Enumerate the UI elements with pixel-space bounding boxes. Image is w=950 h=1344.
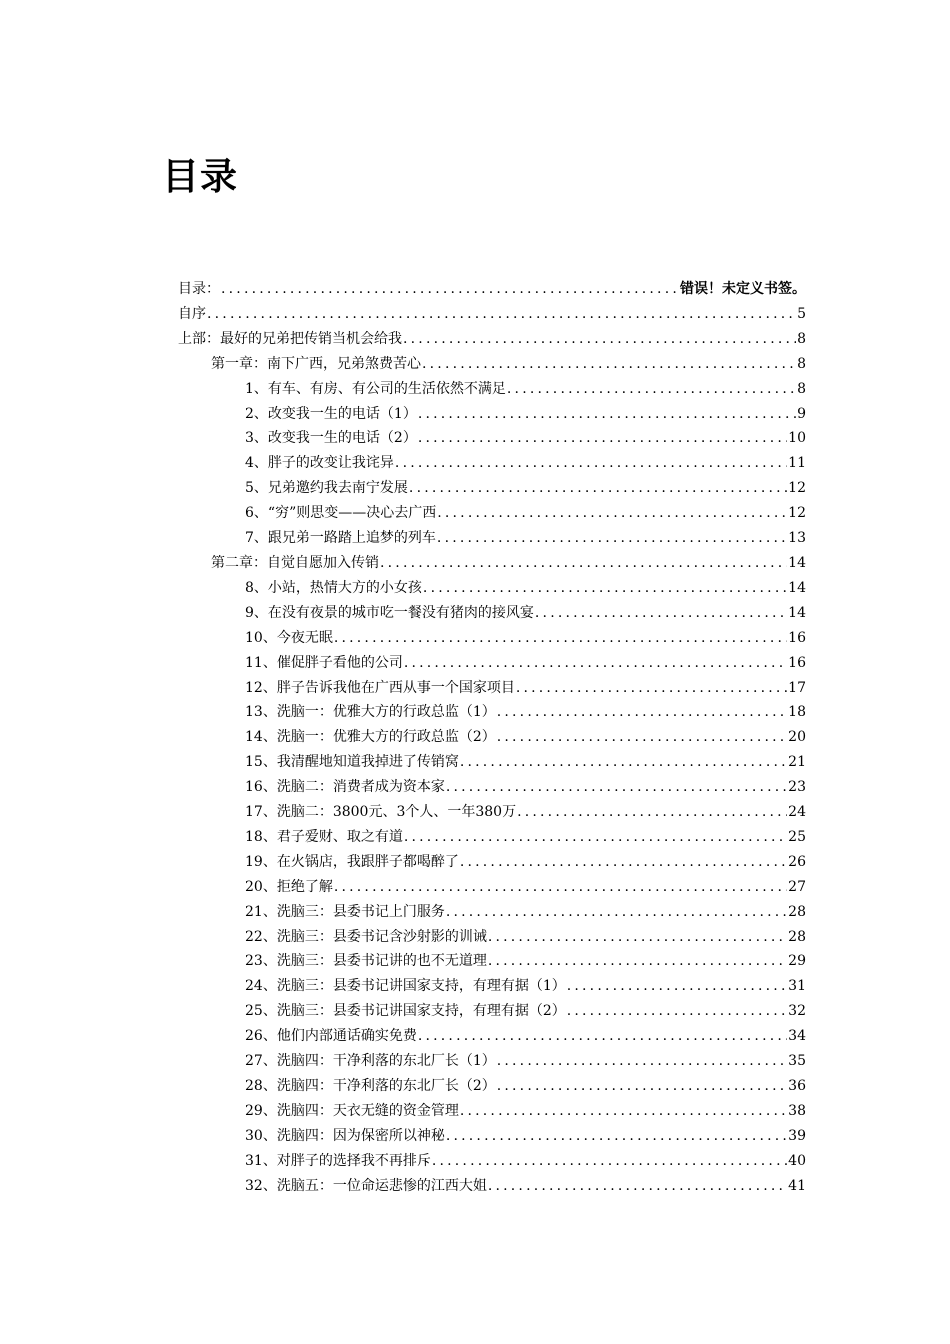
- toc-entry-title: 目录：: [178, 281, 220, 297]
- toc-entry-title: 11、催促胖子看他的公司: [245, 654, 403, 671]
- toc-entry-title: 23、洗脑三：县委书记讲的也不无道理: [245, 953, 487, 970]
- toc-entry[interactable]: [178, 1149, 806, 1174]
- dot-leader: [418, 402, 796, 427]
- dot-leader: [517, 800, 787, 825]
- toc-entry-page-number: 14: [788, 579, 806, 596]
- toc-entry[interactable]: [178, 1174, 806, 1199]
- toc-entry-page-number: 21: [788, 754, 806, 771]
- dot-leader: [516, 676, 787, 701]
- toc-entry-page-number: 25: [788, 828, 806, 845]
- toc-entry-title: 22、洗脑三：县委书记含沙射影的训诫: [245, 928, 487, 945]
- toc-entry[interactable]: [178, 1024, 806, 1049]
- toc-entry-title: 第一章：南下广西，兄弟煞费苦心: [211, 355, 421, 372]
- dot-leader: [409, 476, 787, 501]
- toc-entry-page-number: 13: [788, 530, 806, 547]
- dot-leader: [418, 426, 787, 451]
- toc-entry-title: 27、洗脑四：干净利落的东北厂长（1）: [245, 1053, 496, 1070]
- dot-leader: [488, 1174, 787, 1199]
- toc-entry[interactable]: [178, 1124, 806, 1149]
- toc-entry-title: 16、洗脑二：消费者成为资本家: [245, 779, 445, 796]
- toc-entry[interactable]: [178, 725, 806, 750]
- toc-entry-title: 28、洗脑四：干净利落的东北厂长（2）: [245, 1078, 496, 1094]
- toc-entry-title: 上部：最好的兄弟把传销当机会给我: [178, 330, 402, 347]
- toc-entry-title: 21、洗脑三：县委书记上门服务: [245, 903, 445, 920]
- dot-leader: [460, 850, 787, 875]
- toc-entry[interactable]: [178, 875, 806, 900]
- dot-leader: [395, 451, 787, 476]
- toc-entry-page-number: 38: [788, 1102, 806, 1119]
- dot-leader: [497, 700, 787, 725]
- dot-leader: [437, 501, 787, 526]
- dot-leader: [567, 974, 787, 999]
- toc-entry-page-number: 29: [788, 953, 806, 970]
- toc-entry-page-number: 28: [788, 903, 806, 920]
- toc-entry-title: 19、在火锅店，我跟胖子都喝醉了: [245, 853, 459, 870]
- toc-entry-title: 32、洗脑五：一位命运悲惨的江西大姐: [245, 1177, 487, 1194]
- toc-entry-title: 自序: [178, 305, 206, 322]
- toc-entry-page-number: 31: [788, 978, 806, 995]
- toc-entry-error-text: 错误！未定义书签。: [680, 281, 806, 297]
- toc-entry-title: 3、改变我一生的电话（2）: [245, 430, 417, 447]
- toc-entry-title: 24、洗脑三：县委书记讲国家支持，有理有据（1）: [245, 978, 566, 995]
- toc-entry[interactable]: [178, 626, 806, 651]
- toc-entry-title: 10、今夜无眠: [245, 629, 333, 646]
- dot-leader: [460, 750, 787, 775]
- toc-entry[interactable]: [178, 750, 806, 775]
- dot-leader: [334, 626, 787, 651]
- page-title: 目录: [162, 155, 238, 198]
- dot-leader: [567, 999, 787, 1024]
- toc-entry-page-number: 12: [788, 505, 806, 522]
- toc-entry-title: 18、君子爱财、取之有道: [245, 828, 403, 845]
- toc-entry-page-number: 11: [788, 455, 806, 472]
- dot-leader: [535, 601, 787, 626]
- toc-entry-title: 1、有车、有房、有公司的生活依然不满足: [245, 380, 506, 397]
- toc-entry[interactable]: [178, 451, 806, 476]
- dot-leader: [488, 949, 787, 974]
- toc-entry[interactable]: [178, 825, 806, 850]
- dot-leader: [334, 875, 787, 900]
- toc-entry-page-number: 17: [788, 679, 806, 696]
- toc-entry[interactable]: [178, 426, 806, 451]
- toc-entry-title: 8、小站，热情大方的小女孩: [245, 579, 422, 596]
- toc-entry-title: 9、在没有夜景的城市吃一餐没有猪肉的接风宴: [245, 604, 534, 621]
- toc-entry-page-number: 16: [788, 654, 806, 671]
- toc-entry[interactable]: [178, 1074, 806, 1099]
- toc-entry-page-number: 23: [788, 779, 806, 796]
- toc-entry-title: 第二章：自觉自愿加入传销: [211, 554, 379, 571]
- toc-entry-page-number: 34: [788, 1028, 806, 1045]
- toc-entry[interactable]: [178, 377, 806, 402]
- toc-entry-page-number: 39: [788, 1127, 806, 1144]
- toc-entry-page-number: 26: [788, 853, 806, 870]
- toc-entry[interactable]: [178, 676, 806, 701]
- toc-entry-page-number: 40: [788, 1152, 806, 1169]
- toc-entry-title: 29、洗脑四：天衣无缝的资金管理: [245, 1102, 459, 1119]
- toc-entry-page-number: 8: [797, 380, 806, 397]
- table-of-contents: [178, 277, 806, 1199]
- toc-entry[interactable]: [178, 327, 806, 352]
- toc-entry[interactable]: [178, 402, 806, 427]
- toc-entry[interactable]: [178, 974, 806, 999]
- toc-entry[interactable]: [178, 476, 806, 501]
- toc-entry-page-number: 32: [788, 1003, 806, 1020]
- dot-leader: [446, 775, 787, 800]
- toc-entry[interactable]: [178, 925, 806, 950]
- toc-entry[interactable]: [178, 302, 806, 327]
- toc-entry[interactable]: [178, 999, 806, 1024]
- toc-entry-title: 2、改变我一生的电话（1）: [245, 405, 417, 422]
- toc-entry-title: 4、胖子的改变让我诧异: [245, 455, 394, 472]
- toc-entry-title: 14、洗脑一：优雅大方的行政总监（2）: [245, 729, 496, 746]
- toc-entry[interactable]: [178, 775, 806, 800]
- toc-entry[interactable]: [178, 949, 806, 974]
- toc-entry-page-number: 20: [788, 729, 806, 746]
- toc-entry-page-number: 12: [788, 480, 806, 497]
- dot-leader: [437, 526, 787, 551]
- toc-entry-page-number: 27: [788, 878, 806, 895]
- toc-entry[interactable]: [178, 526, 806, 551]
- toc-entry-page-number: 14: [788, 604, 806, 621]
- toc-entry[interactable]: [178, 651, 806, 676]
- toc-entry-page-number: 8: [797, 355, 806, 372]
- dot-leader: [418, 1024, 787, 1049]
- toc-entry-title: 12、胖子告诉我他在广西从事一个国家项目: [245, 679, 515, 696]
- dot-leader: [446, 1124, 787, 1149]
- dot-leader: [403, 327, 796, 352]
- toc-entry-title: 13、洗脑一：优雅大方的行政总监（1）: [245, 704, 496, 721]
- toc-entry-page-number: 9: [797, 405, 806, 422]
- toc-entry-title: 6、“穷”则思变——决心去广西: [245, 505, 437, 522]
- toc-entry-title: 15、我清醒地知道我掉进了传销窝: [245, 754, 459, 771]
- dot-leader: [497, 1049, 787, 1074]
- dot-leader: [488, 925, 787, 950]
- toc-entry[interactable]: [178, 601, 806, 626]
- dot-leader: [221, 277, 679, 302]
- dot-leader: [446, 900, 787, 925]
- dot-leader: [423, 576, 787, 601]
- dot-leader: [497, 725, 787, 750]
- dot-leader: [507, 377, 796, 402]
- toc-entry-title: 5、兄弟邀约我去南宁发展: [245, 480, 408, 497]
- dot-leader: [380, 551, 787, 576]
- dot-leader: [207, 302, 796, 327]
- toc-entry-page-number: 5: [797, 305, 806, 322]
- toc-entry-page-number: 41: [788, 1177, 806, 1194]
- dot-leader: [404, 651, 787, 676]
- toc-entry-page-number: 35: [788, 1053, 806, 1070]
- toc-entry[interactable]: [178, 900, 806, 925]
- toc-entry-page-number: 8: [797, 330, 806, 347]
- toc-entry[interactable]: [178, 700, 806, 725]
- dot-leader: [404, 825, 787, 850]
- toc-entry[interactable]: [178, 551, 806, 576]
- toc-entry-page-number: 14: [788, 554, 806, 571]
- toc-entry[interactable]: [178, 1049, 806, 1074]
- toc-entry-page-number: 24: [788, 804, 806, 821]
- toc-entry-page-number: 16: [788, 629, 806, 646]
- toc-entry[interactable]: [178, 501, 806, 526]
- toc-entry[interactable]: [178, 850, 806, 875]
- toc-entry[interactable]: [178, 277, 806, 302]
- toc-entry-page-number: 10: [788, 430, 806, 447]
- toc-entry[interactable]: [178, 800, 806, 825]
- toc-entry-title: 25、洗脑三：县委书记讲国家支持，有理有据（2）: [245, 1003, 566, 1020]
- toc-entry-title: 31、对胖子的选择我不再排斥: [245, 1152, 431, 1169]
- toc-entry[interactable]: [178, 1099, 806, 1124]
- toc-entry-title: 26、他们内部通话确实免费: [245, 1028, 417, 1045]
- toc-entry[interactable]: [178, 352, 806, 377]
- dot-leader: [422, 352, 796, 377]
- toc-entry-page-number: 28: [788, 928, 806, 945]
- dot-leader: [460, 1099, 787, 1124]
- dot-leader: [497, 1074, 787, 1099]
- toc-entry-title: 20、拒绝了解: [245, 878, 333, 895]
- dot-leader: [432, 1149, 787, 1174]
- toc-entry-title: 7、跟兄弟一路踏上追梦的列车: [245, 530, 436, 547]
- toc-entry-page-number: 18: [788, 704, 806, 721]
- toc-entry[interactable]: [178, 576, 806, 601]
- toc-entry-page-number: 36: [788, 1078, 806, 1094]
- toc-entry-title: 30、洗脑四：因为保密所以神秘: [245, 1127, 445, 1144]
- toc-entry-title: 17、洗脑二：3800元、3个人、一年380万: [245, 804, 517, 821]
